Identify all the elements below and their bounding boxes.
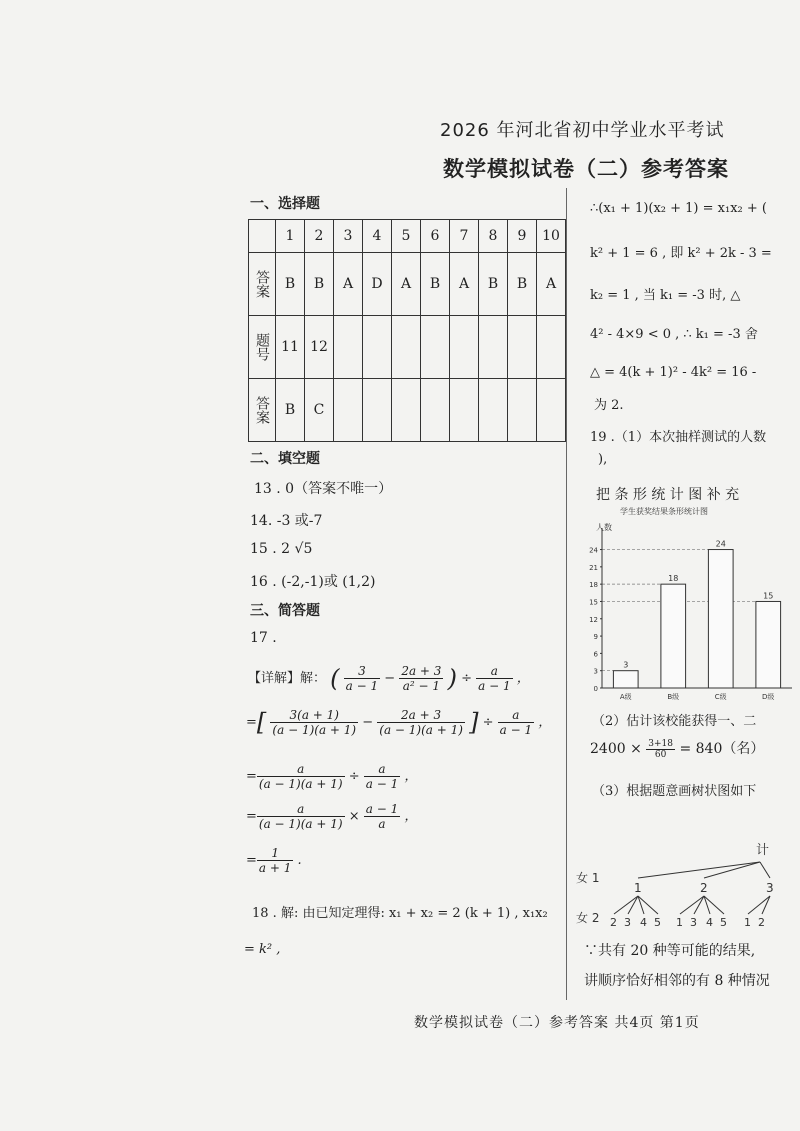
table-row — [249, 316, 566, 379]
right-line-1: ∴(x₁ + 1)(x₂ + 1) = x₁x₂ + ( — [590, 201, 767, 216]
answer-15: 15 . 2 √5 — [250, 541, 313, 557]
answer-16: 16 . (-2,-1)或 (1,2) — [250, 574, 376, 590]
tree-leaf: 4 — [706, 916, 713, 929]
table-cell — [363, 379, 392, 442]
table-cell: B — [276, 379, 305, 442]
tree-leaf: 2 — [758, 916, 765, 929]
y-tick-label: 0 — [593, 685, 598, 693]
y-tick-label: 24 — [589, 546, 598, 555]
table-cell — [537, 316, 566, 379]
table-cell — [537, 379, 566, 442]
exam-title: 2026 年河北省初中学业水平考试 — [440, 120, 725, 141]
answer-table — [248, 219, 566, 442]
table-cell: 11 — [276, 316, 305, 379]
table-cell: 2 — [305, 220, 334, 253]
fraction: $\frac{a}{(a - 1)(a + 1)}$ — [258, 762, 343, 791]
table-cell: 6 — [421, 220, 450, 253]
row-label-question: 题号 — [249, 316, 276, 379]
table-cell: B — [479, 253, 508, 316]
tree-node: 1 — [634, 881, 642, 895]
chart-ylabel: 人数 — [596, 523, 612, 532]
table-cell — [392, 316, 421, 379]
table-cell: B — [508, 253, 537, 316]
q17-step-5: = $\frac{1}{a + 1}$ . — [246, 846, 302, 875]
tree-leaf: 1 — [676, 916, 683, 929]
x-tick-label: B级 — [667, 693, 680, 701]
column-divider — [566, 188, 567, 1000]
table-cell: A — [450, 253, 479, 316]
table-cell — [392, 379, 421, 442]
table-cell — [421, 379, 450, 442]
section-short-heading: 三、简答题 — [250, 603, 320, 619]
table-cell — [479, 379, 508, 442]
table-cell: A — [334, 253, 363, 316]
row-label-answer: 答案 — [249, 379, 276, 442]
answer-key-title: 数学模拟试卷（二）参考答案 — [443, 156, 729, 181]
q17-step-3: = $\frac{a}{(a - 1)(a + 1)}$ ÷ $\frac{a}{a - 1}$ ， — [246, 762, 418, 791]
q19-part2: （2）估计该校能获得一、二 — [592, 714, 757, 729]
tree-node: 2 — [700, 881, 708, 895]
right-line-2: k² + 1 = 6 , 即 k² + 2k - 3 = — [590, 246, 772, 261]
tree-leaf: 5 — [654, 916, 661, 929]
right-line-3: k₂ = 1 , 当 k₁ = -3 时, △ — [590, 288, 741, 303]
fraction: $\frac{a}{(a - 1)(a + 1)}$ — [258, 802, 343, 831]
tree-girl2-label: 女 2 — [576, 911, 600, 925]
fraction: $\frac{a - 1}{a}$ — [365, 802, 399, 831]
table-cell — [334, 379, 363, 442]
bar — [661, 584, 686, 688]
section-choice-heading: 一、选择题 — [250, 196, 320, 212]
right-line-4: 4² - 4×9 < 0 , ∴ k₁ = -3 舍 — [590, 327, 758, 342]
q17-step-2: =[ $\frac{3(a + 1)}{(a - 1)(a + 1)}$ − $\frac{2a + 3}{(a - 1)(a + 1)}$ ] ÷ $\frac{a}{a - 1}$ ， — [246, 708, 552, 737]
table-cell: B — [421, 253, 450, 316]
q17-step-1: 【详解】解： ( $\frac{3}{a - 1}$ − $\frac{2a + 3}{\text{a² − 1}}$ ) ÷ $\frac{a}{a - 1}$ ， — [248, 664, 530, 693]
answer-17-number: 17 . — [250, 630, 277, 646]
fraction: $\frac{1}{a + 1}$ — [258, 846, 292, 875]
answer-18-line1: 18 . 解: 由已知定理得: x₁ + x₂ = 2 (k + 1) , x₁x₂ — [252, 906, 548, 921]
table-cell: B — [276, 253, 305, 316]
bar — [613, 671, 638, 688]
table-cell — [421, 316, 450, 379]
table-cell: A — [537, 253, 566, 316]
q19-fill-chart: 把 条 形 统 计 图 补 充 — [596, 487, 740, 503]
table-cell: 5 — [392, 220, 421, 253]
row-label-answer: 答案 — [249, 253, 276, 316]
bar-chart — [580, 500, 800, 710]
bracket: [ — [256, 708, 267, 737]
answer-13: 13 . 0（答案不唯一） — [254, 481, 393, 497]
x-tick-label: C级 — [714, 693, 727, 701]
table-cell — [363, 316, 392, 379]
table-cell — [334, 316, 363, 379]
q19-conclusion-1: ∵共有 20 种等可能的结果, — [584, 943, 756, 959]
table-cell: C — [305, 379, 334, 442]
tree-node: 3 — [766, 881, 774, 895]
tree-leaf: 4 — [640, 916, 647, 929]
q19-conclusion-2: 讲顺序恰好相邻的有 8 种情况 — [584, 973, 770, 989]
fraction: $\frac{a}{a - 1}$ — [478, 664, 511, 693]
y-tick-label: 21 — [589, 563, 598, 572]
chart-title: 学生获奖结果条形统计图 — [620, 507, 708, 516]
bar-value-label: 18 — [668, 574, 679, 584]
table-cell — [249, 220, 276, 253]
q19-part1: 19 .（1）本次抽样测试的人数 — [590, 430, 767, 445]
y-tick-label: 12 — [589, 615, 598, 624]
table-cell: 12 — [305, 316, 334, 379]
table-cell — [450, 316, 479, 379]
fraction: $\frac{3}{a - 1}$ — [345, 664, 379, 693]
fraction: $\frac{2a + 3}{\text{a² − 1}}$ — [401, 664, 442, 693]
y-tick-label: 3 — [593, 667, 598, 676]
paren: ) — [447, 664, 457, 693]
bar-value-label: 15 — [763, 591, 774, 601]
bar-value-label: 24 — [715, 539, 726, 549]
table-cell: D — [363, 253, 392, 316]
fraction: $\frac{2a + 3}{(a - 1)(a + 1)}$ — [379, 708, 463, 737]
answer-18-line2: = k² , — [244, 942, 281, 957]
tree-leaf: 3 — [690, 916, 697, 929]
detail-label: 【详解】解： — [248, 671, 327, 686]
bracket: ] — [469, 708, 479, 737]
tree-root-label: 计 — [756, 843, 770, 858]
q17-step-4: = $\frac{a}{(a - 1)(a + 1)}$ × $\frac{a - 1}{a}$ ， — [246, 802, 418, 831]
tree-leaf: 2 — [610, 916, 617, 929]
y-tick-label: 15 — [589, 598, 598, 607]
q19-part1-close: ), — [598, 452, 608, 467]
table-row — [249, 220, 566, 253]
tree-girl1-label: 女 1 — [576, 871, 600, 885]
tree-leaf: 5 — [720, 916, 727, 929]
tree-leaf: 1 — [744, 916, 751, 929]
table-cell: 3 — [334, 220, 363, 253]
fraction: $\frac{a}{a - 1}$ — [499, 708, 533, 737]
table-cell: 8 — [479, 220, 508, 253]
bar-value-label: 3 — [623, 660, 629, 670]
table-cell: 1 — [276, 220, 305, 253]
table-cell: A — [392, 253, 421, 316]
x-tick-label: D级 — [762, 693, 775, 701]
paren: ( — [330, 664, 340, 693]
table-cell: 9 — [508, 220, 537, 253]
table-cell — [479, 316, 508, 379]
page-footer: 数学模拟试卷（二）参考答案 共4页 第1页 — [414, 1015, 700, 1031]
section-fill-heading: 二、填空题 — [250, 451, 320, 467]
table-cell: 7 — [450, 220, 479, 253]
table-cell: 10 — [537, 220, 566, 253]
table-cell — [508, 379, 537, 442]
table-cell — [450, 379, 479, 442]
table-row — [249, 253, 566, 316]
right-line-6: 为 2. — [594, 398, 624, 413]
answer-14: 14. -3 或-7 — [250, 513, 323, 529]
bar — [708, 550, 733, 688]
fraction: $\frac{a}{a - 1}$ — [365, 762, 399, 791]
tree-leaf: 3 — [624, 916, 631, 929]
table-cell: 4 — [363, 220, 392, 253]
q19-part3: （3）根据题意画树状图如下 — [592, 784, 757, 799]
table-cell — [508, 316, 537, 379]
table-cell: B — [305, 253, 334, 316]
y-tick-label: 18 — [589, 581, 598, 590]
tree-diagram — [570, 830, 800, 940]
right-line-5: △ = 4(k + 1)² - 4k² = 16 - — [590, 365, 757, 380]
y-tick-label: 6 — [593, 650, 598, 659]
y-tick-label: 9 — [593, 633, 598, 642]
fraction: $\frac{3+18}{60}$ — [648, 738, 673, 760]
table-row — [249, 379, 566, 442]
bar — [756, 601, 781, 688]
q19-part2-calc: 2400 × $\frac{3+18}{60}$ = 840（名） — [590, 738, 765, 760]
x-tick-label: A级 — [619, 693, 632, 701]
fraction: $\frac{3(a + 1)}{(a - 1)(a + 1)}$ — [272, 708, 357, 737]
